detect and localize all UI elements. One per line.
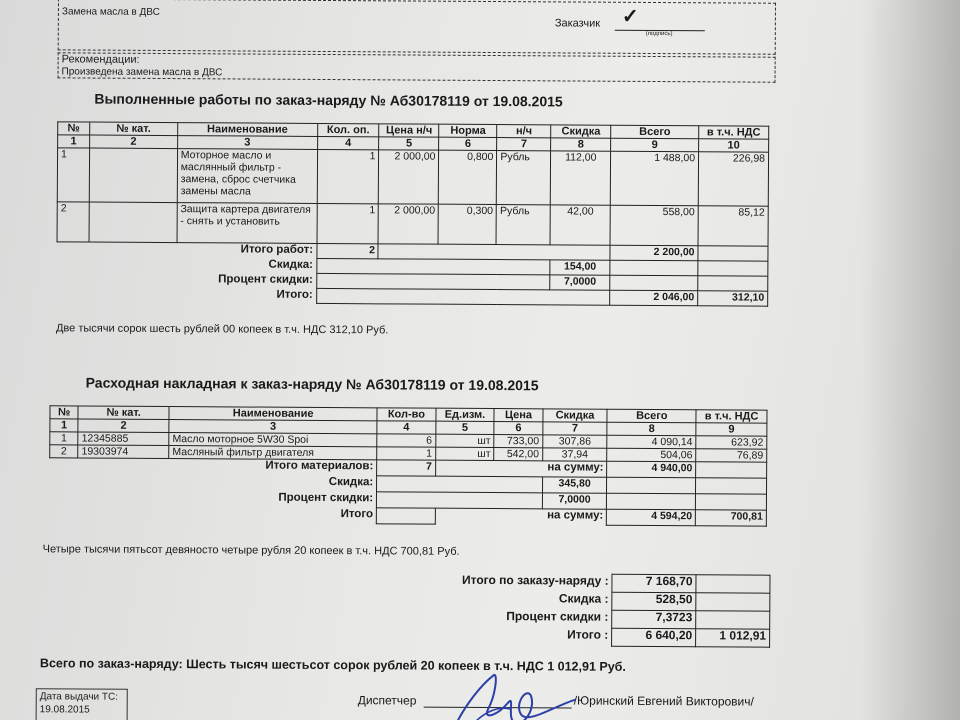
colnum: 2 (78, 419, 169, 433)
empty-cell (378, 244, 610, 260)
mat-col-total: Всего (607, 409, 696, 423)
mat-col-name: Наименование (169, 407, 377, 421)
order-pct-label: Процент скидки : (506, 608, 609, 624)
sign-caption: (подпись) (645, 30, 673, 38)
mat-col-unit: Ед.изм. (436, 408, 495, 421)
empty-cell (316, 273, 550, 289)
customer-label: Заказчик (554, 17, 601, 30)
colnum: 9 (611, 138, 699, 152)
empty-cell (610, 275, 698, 291)
colnum: 1 (58, 135, 90, 148)
works-final-vat: 312,10 (698, 291, 768, 306)
order-totals-table (436, 573, 770, 648)
empty-cell (696, 462, 767, 478)
works-col-disc: Скидка (551, 125, 611, 138)
colnum: 7 (497, 138, 551, 151)
order-final-label: Итого : (567, 626, 609, 642)
empty-cell (696, 593, 770, 611)
materials-final-total: 4 594,20 (607, 509, 696, 526)
materials-pct-label: Процент скидки: (278, 491, 374, 504)
cell-name: Масло моторное 5W30 Spoi (169, 433, 377, 447)
mat-col-disc: Скидка (543, 409, 608, 422)
order-pct-value: 7,3723 (612, 610, 696, 629)
signature-scribble (436, 665, 586, 720)
cell-vat: 226,98 (698, 152, 768, 206)
materials-sum-total: 4 940,00 (607, 461, 696, 478)
order-total-row (436, 573, 770, 593)
materials-final-label: Итого (340, 507, 374, 520)
order-total-label: Итого по заказу-наряду : (461, 572, 609, 588)
works-final-row (57, 287, 768, 306)
issue-date-label: Дата выдачи ТС: (39, 691, 119, 703)
order-disc-value: 528,50 (612, 592, 696, 611)
cell-unit: шт (435, 434, 494, 447)
empty-cell (316, 258, 550, 274)
works-sum-total: 2 200,00 (610, 245, 698, 261)
mat-col-vat: в т.ч. НДС (696, 410, 767, 423)
mat-col-price: Цена (494, 409, 543, 422)
cell-price: 2 000,00 (378, 204, 438, 244)
colnum: 3 (169, 420, 377, 434)
empty-cell (698, 276, 768, 291)
materials-final-row (49, 506, 766, 526)
recommendations-label: Рекомендации: (61, 53, 140, 66)
checkmark-icon: ✓ (621, 5, 639, 28)
materials-disc-value: 345,80 (542, 477, 607, 493)
cell-norm: 0,800 (439, 150, 497, 204)
works-col-vat: в т.ч. НДС (699, 126, 769, 139)
cell-disc: 42,00 (550, 205, 610, 245)
cell-norm: 0,300 (438, 204, 496, 244)
empty-cell (698, 261, 768, 276)
empty-cell (316, 288, 610, 305)
works-title: Выполненные работы по заказ-наряду № Аб30178119 от 19.08.2015 (94, 90, 563, 110)
materials-sum-na: на сумму: (547, 461, 604, 474)
cell-cat: 12345885 (78, 432, 169, 446)
order-total-value: 7 168,70 (612, 574, 696, 593)
cell-name: Защита картера двигателя - снять и установить (177, 203, 317, 244)
colnum: 6 (494, 422, 543, 435)
works-pct-value: 7,0000 (550, 275, 610, 290)
materials-title: Расходная накладная к заказ-наряду № Аб30178119 от 19.08.2015 (85, 374, 539, 394)
empty-cell (696, 478, 767, 494)
order-summary-words: Всего по заказ-наряду: Шесть тысяч шестьсот сорок рублей 20 копеек в т.ч. НДС 1 012,91 Руб. (39, 656, 626, 674)
service-name: Замена масла в ДВС (61, 6, 160, 18)
empty-cell (376, 508, 435, 524)
order-disc-row (436, 591, 770, 611)
empty-cell (377, 476, 543, 493)
cell-n: 1 (50, 432, 78, 445)
materials-table (49, 405, 768, 526)
cell-unit: Рубль (497, 151, 551, 205)
mat-col-cat: № кат. (78, 406, 169, 420)
works-col-qty: Кол. оп. (317, 123, 379, 136)
works-col-n: № (58, 122, 90, 135)
cell-name: Масляный фильтр двигателя (169, 446, 377, 460)
cell-total: 504,06 (607, 448, 696, 462)
order-disc-label: Скидка : (558, 590, 609, 606)
cell-qty: 6 (377, 434, 436, 447)
works-words: Две тысячи сорок шесть рублей 00 копеек в т.ч. НДС 312,10 Руб. (55, 322, 389, 337)
colnum: 2 (90, 135, 178, 149)
colnum: 8 (551, 138, 611, 151)
cell-qty: 1 (317, 203, 379, 243)
order-final-vat: 1 012,91 (696, 629, 770, 647)
empty-cell (696, 575, 770, 593)
cell-n: 2 (50, 445, 78, 458)
cell-price: 2 000,00 (379, 150, 439, 204)
cell-name: Моторное масло и маслянный фильтр - замена, сброс счетчика замены масла (177, 149, 317, 204)
materials-final-na: на сумму: (547, 509, 604, 522)
mat-col-n: № (50, 406, 78, 419)
page-edge-shadow (860, 0, 960, 720)
order-final-row (436, 627, 770, 647)
cell-total: 558,00 (610, 205, 698, 246)
materials-sum-qty: 7 (377, 460, 436, 476)
dispatcher-name: /Юринский Евгений Викторович/ (573, 693, 754, 709)
cell-disc: 37,94 (542, 448, 607, 461)
empty-cell (696, 494, 767, 510)
colnum: 6 (439, 137, 497, 150)
cell-qty: 1 (377, 447, 436, 460)
cell-total: 4 090,14 (607, 435, 696, 449)
table-row (57, 148, 768, 206)
colnum: 1 (50, 419, 78, 432)
cell-cat (89, 202, 177, 243)
colnum: 5 (436, 421, 495, 434)
cell-vat: 85,12 (698, 206, 768, 246)
works-sum-label: Итого работ: (240, 243, 314, 256)
cell-n: 1 (57, 148, 89, 202)
cell-vat: 76,89 (696, 449, 767, 462)
order-final-value: 6 640,20 (612, 628, 696, 647)
colnum: 4 (317, 136, 379, 149)
works-final-total: 2 046,00 (610, 290, 698, 306)
works-col-price: Цена н/ч (379, 124, 439, 137)
cell-cat (89, 148, 177, 203)
header-box (58, 0, 776, 55)
works-final-label: Итого: (276, 288, 313, 301)
order-pct-row (436, 609, 770, 629)
colnum: 4 (377, 421, 436, 434)
cell-disc: 112,00 (551, 151, 611, 205)
dispatcher-label: Диспетчер (357, 693, 417, 708)
cell-total: 1 488,00 (610, 151, 698, 206)
colnum: 9 (696, 423, 767, 436)
cell-unit: Рубль (496, 205, 550, 245)
colnum: 5 (379, 137, 439, 150)
works-table (56, 121, 769, 306)
works-sum-qty: 2 (317, 243, 379, 258)
colnum: 7 (543, 422, 608, 435)
cell-unit: шт (435, 447, 494, 460)
cell-n: 2 (57, 202, 89, 242)
cell-qty: 1 (317, 149, 379, 203)
colnum: 3 (177, 136, 317, 150)
works-col-name: Наименование (177, 123, 317, 137)
empty-cell (698, 246, 768, 261)
materials-words: Четыре тысячи пятьсот девяносто четыре рубля 20 копеек в т.ч. НДС 700,81 Руб. (42, 543, 460, 558)
works-col-unit: н/ч (497, 125, 551, 138)
issue-date-value: 19.08.2015 (39, 704, 90, 716)
empty-cell (610, 260, 698, 276)
cell-price: 733,00 (494, 435, 543, 448)
materials-disc-label: Скидка: (328, 475, 374, 488)
works-pct-label: Процент скидки: (218, 272, 313, 286)
colnum: 10 (699, 139, 769, 152)
cell-vat: 623,92 (696, 436, 767, 449)
works-col-total: Всего (611, 125, 699, 139)
empty-cell (607, 477, 696, 494)
materials-final-vat: 700,81 (696, 510, 767, 526)
materials-pct-value: 7,0000 (542, 493, 607, 509)
works-disc-value: 154,00 (550, 260, 610, 275)
works-col-cat: № кат. (90, 122, 178, 136)
table-row (57, 202, 768, 246)
works-disc-label: Скидка: (268, 258, 314, 271)
empty-cell (377, 492, 543, 509)
recommendations-text: Произведена замена масла в ДВС (61, 66, 223, 79)
materials-sum-label: Итого материалов: (265, 459, 374, 473)
cell-price: 542,00 (494, 448, 543, 461)
empty-cell (696, 611, 770, 629)
mat-col-qty: Кол-во (377, 408, 436, 421)
cell-disc: 307,86 (543, 435, 608, 448)
empty-cell (607, 493, 696, 510)
works-col-norm: Норма (439, 124, 497, 137)
colnum: 8 (607, 422, 696, 436)
cell-cat: 19303974 (78, 445, 169, 459)
